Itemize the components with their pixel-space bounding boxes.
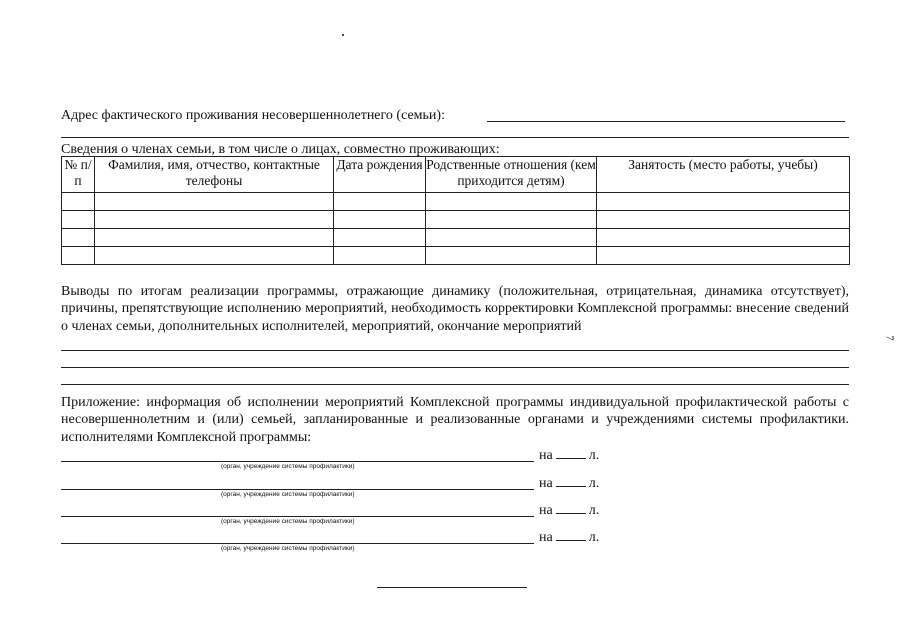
organ-caption: (орган, учреждение системы профилактики)	[221, 545, 355, 552]
organ-fill-line[interactable]	[61, 543, 534, 544]
table-cell[interactable]	[597, 247, 850, 265]
sheets-blank[interactable]	[556, 474, 586, 487]
table-row	[62, 247, 850, 265]
table-cell[interactable]	[62, 247, 95, 265]
family-table	[61, 156, 850, 265]
table-cell[interactable]	[95, 247, 334, 265]
margin-page-mark: 7	[883, 335, 895, 341]
table-cell[interactable]	[334, 247, 426, 265]
sheets-count	[539, 528, 599, 546]
table-cell[interactable]	[62, 211, 95, 229]
conclusions-fill-line[interactable]	[61, 384, 849, 385]
na-label: на	[539, 503, 553, 518]
table-cell[interactable]	[62, 193, 95, 211]
sheets-blank[interactable]	[556, 446, 586, 459]
table-cell[interactable]	[95, 229, 334, 247]
footer-separator	[377, 587, 527, 588]
table-cell[interactable]	[597, 229, 850, 247]
table-cell[interactable]	[426, 193, 597, 211]
sheets-count	[539, 446, 599, 464]
table-cell[interactable]	[597, 193, 850, 211]
table-row	[62, 211, 850, 229]
sheets-blank[interactable]	[556, 501, 586, 514]
table-cell[interactable]	[334, 211, 426, 229]
col-relation: Родственные отношения (кем приходится детям)	[426, 157, 597, 193]
col-number: № п/п	[62, 157, 95, 193]
organ-caption: (орган, учреждение системы профилактики)	[221, 518, 355, 525]
table-cell[interactable]	[95, 211, 334, 229]
table-cell[interactable]	[334, 229, 426, 247]
table-row	[62, 229, 850, 247]
table-cell[interactable]	[62, 229, 95, 247]
scan-dot	[342, 34, 344, 36]
na-label: на	[539, 476, 553, 491]
sheets-label: л.	[588, 476, 600, 491]
organ-caption: (орган, учреждение системы профилактики)	[221, 463, 355, 470]
conclusions-text: Выводы по итогам реализации программы, отражающие динамику (положительная, отрицательная, динамика отсутствует), причины, препятствующие исполнению мероприятий, необходимость корректировки Комплексной программы: внесение сведений о членах семьи, дополнительных исполнителей, мероприятий, окончание мероприятий	[61, 284, 849, 334]
na-label: на	[539, 448, 553, 463]
table-cell[interactable]	[426, 211, 597, 229]
col-occupation: Занятость (место работы, учебы)	[597, 157, 850, 193]
table-row	[62, 193, 850, 211]
na-label: на	[539, 530, 553, 545]
table-cell[interactable]	[426, 247, 597, 265]
organ-fill-line[interactable]	[61, 461, 534, 462]
col-birthdate: Дата рождения	[334, 157, 426, 193]
address-label: Адрес фактического проживания несовершеннолетнего (семьи):	[61, 108, 445, 123]
sheets-count	[539, 474, 599, 492]
table-cell[interactable]	[597, 211, 850, 229]
table-cell[interactable]	[334, 193, 426, 211]
organ-caption: (орган, учреждение системы профилактики)	[221, 491, 355, 498]
sheets-label: л.	[588, 530, 600, 545]
sheets-blank[interactable]	[556, 528, 586, 541]
address-fill-line-2[interactable]	[61, 137, 849, 138]
sheets-label: л.	[588, 503, 600, 518]
col-fullname: Фамилия, имя, отчество, контактные телефоны	[95, 157, 334, 193]
conclusions-fill-line[interactable]	[61, 367, 849, 368]
table-cell[interactable]	[426, 229, 597, 247]
appendix-text: Приложение: информация об исполнении мероприятий Комплексной программы индивидуальной профилактической работы с несовершеннолетним и (или) семьей, запланированные и реализованные органами и учреждениями системы профилактики. исполнителями Комплексной программы:	[61, 395, 849, 445]
conclusions-fill-line[interactable]	[61, 350, 849, 351]
table-cell[interactable]	[95, 193, 334, 211]
family-table-header	[62, 157, 850, 193]
sheets-label: л.	[588, 448, 600, 463]
organ-fill-line[interactable]	[61, 516, 534, 517]
address-fill-line[interactable]	[487, 121, 845, 122]
family-caption: Сведения о членах семьи, в том числе о лицах, совместно проживающих:	[61, 142, 500, 157]
sheets-count	[539, 501, 599, 519]
organ-fill-line[interactable]	[61, 489, 534, 490]
